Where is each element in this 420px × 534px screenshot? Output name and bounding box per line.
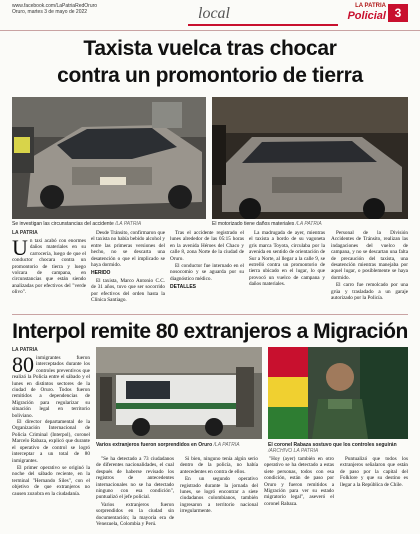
caption-text: El coronel Rabaza sostuvo que los controles seguirán <box>268 442 397 448</box>
story2-column-3 <box>180 456 258 532</box>
website-link[interactable]: www.facebook.com/LaPatriaRedOruro <box>12 3 98 9</box>
paragraph: El taxista, Marco Antonio C.C. de 31 años, tuvo que ser socorrido por efectivos del orden hasta la Clínica Santiago. <box>91 277 165 304</box>
caption-text: Varios extranjeros fueron sorprendidos en Oruro <box>96 442 213 448</box>
story1-column-2 <box>91 230 165 312</box>
newspaper-logo <box>336 3 386 22</box>
paragraph: Puntualizó que todos los extranjeros señalaron que están de paso por la capital del Folklore y que su destino es llegar a la República de Chile. <box>340 456 408 488</box>
caption-text: El motorizado tiene daños materiales <box>212 221 295 227</box>
story1-headline-line2: contra un promontorio de tierra <box>57 64 363 87</box>
story2-source: LA PATRIA <box>12 347 38 353</box>
caption-credit: /LA PATRIA <box>115 221 142 227</box>
story2-photo-left <box>96 347 262 439</box>
paragraph: Varios extranjeros fueron sorprendidos en la ciudad sin documentación; la mayoría era de Venezuela, Colombia y Perú. <box>96 501 174 528</box>
caption-text: Se investigan las circunstancias del accidente <box>12 221 114 227</box>
header-rule <box>188 24 338 26</box>
paragraph: "Se ha detectado a 73 ciudadanos de diferentes nacionalidades, el cual después de haberse revisado los registros de antecedentes internacionales no se ha detectado ninguno con esa condición", puntualizó el jefe policial. <box>96 456 174 501</box>
story2-photo-right <box>268 347 408 439</box>
paragraph: El carro fue remolcado por una grúa y trasladado a un garaje autorizado por la Policía. <box>331 282 408 302</box>
story1-headline <box>20 35 400 89</box>
paragraph: El conductor fue internado en el nosocomio y se aguarda por su diagnóstico médico. <box>170 263 244 282</box>
issue-date: Oruro, martes 3 de mayo de 2022 <box>12 9 88 15</box>
story2-column-4 <box>264 456 334 532</box>
story1-headline-line1: Taxista vuelca tras chocar <box>83 37 337 60</box>
story1-caption-right <box>212 221 408 227</box>
damaged-vehicle-photo-icon <box>212 97 408 219</box>
story2-column-5 <box>340 456 408 532</box>
police-vehicle-photo-icon <box>96 347 262 439</box>
story2-caption-left <box>96 442 262 448</box>
column-text: inmigrantes fueron interceptados durante los controles preventivos que realizó la Policía entre el sábado y el lunes en distintos sectores de la ciudad de Oruro. Todos fueron remitidos a dependencias de Migración para regularizar su situación legal en territorio boliviano. <box>12 355 90 419</box>
dropcap: U <box>12 238 28 260</box>
page-header <box>0 0 420 31</box>
paragraph: "Hoy (ayer) también en otro operativo se ha detectado a estas siete personas, todos con esa condición, están de paso por Oruro y fueron remitidos a Migración para ver su estado migratorio legal", aseveró el coronel Rabaza. <box>264 456 334 507</box>
story1-column-5 <box>331 230 408 312</box>
story1-source: LA PATRIA <box>12 230 38 236</box>
story2-column-2 <box>96 456 174 532</box>
paragraph: La madrugada de ayer, mientras el taxista a bordo de su vagoneta gris marca Toyota, circulaba por la avenida en sentido de orientación de Sur a Norte, al llegar a la calle 9, se estrelló contra un promontorio de tierra ubicado en el lugar, lo que provocó un vuelco de campana y daños materiales. <box>249 230 325 288</box>
header-meta <box>12 3 97 15</box>
story2-caption-right <box>268 442 408 454</box>
story1-column-1 <box>12 238 86 312</box>
crashed-car-photo-icon <box>12 97 206 219</box>
story1-photo-left <box>12 97 206 219</box>
dropcap: 80 <box>12 355 34 377</box>
caption-credit: /LA PATRIA <box>295 221 322 227</box>
paragraph: En un segundo operativo registrado durante la jornada del lunes, se logró encontrar a siete ciudadanos colombianos, también ingresaron a territorio nacional irregularmente. <box>180 476 258 515</box>
paragraph: Desde Tránsito, confirmaron que el taxista no había bebido alcohol y entre las primeras versiones del hecho, no se descarta una desatención o que el implicado se haya dormido. <box>91 230 165 269</box>
police-colonel-photo-icon <box>268 347 408 439</box>
caption-credit: /ARCHIVO LA PATRIA <box>268 448 319 454</box>
logo-section: Policial <box>347 10 386 22</box>
story2-column-1 <box>12 355 90 530</box>
story2-headline: Interpol remite 80 extranjeros a Migración <box>12 320 408 343</box>
logo-top: LA PATRIA <box>355 3 386 9</box>
story1-column-3 <box>170 230 244 312</box>
story1-column-4 <box>249 230 325 312</box>
subhead: HERIDO <box>91 270 111 277</box>
paragraph: Personal de la División Accidentes de Tránsito, realizan las indagaciones del vuelco de campana, y no se descartan una falta de precaución del taxista, una desatención mientras manejaba por aquel lugar, o posiblemente se haya dormido. <box>331 230 408 281</box>
column-text: n taxi acabó con enormes daños materiales en su carrocería, luego de que el conductor chocara contra un promontorio de tierra y luego volcara de campana, en circunstancias que están siendo analizadas por efectivos del "verde olivo". <box>12 238 86 296</box>
story-divider <box>12 314 408 315</box>
subhead: DETALLES <box>170 284 197 291</box>
paragraph: El director departamental de la Organización Internacional de Policía Criminal (Interpol), coronel Marcelo Rabaza, explicó que durante el operativo de control se logró interceptar a un total de 80 inmigrantes. <box>12 419 90 464</box>
caption-credit: /LA PATRIA <box>213 442 240 448</box>
section-name: local <box>198 5 230 22</box>
paragraph: Tras el accidente registrado el lunes alrededor de las 05:15 horas en la avenida Héroes del Chaco y calle 8, zona Norte de la ciudad de Oruro. <box>170 230 244 262</box>
paragraph: El primer operativo se originó la noche del sábado reciente, en la terminal "Hernando Siles", con el objetivo de que extranjeros no causen zozobra en la ciudadanía. <box>12 464 90 497</box>
story1-caption-left <box>12 221 206 227</box>
story1-photo-right <box>212 97 408 219</box>
paragraph: Si bien, ninguno tenía algún serio dentro de la policía, no había antecedentes en contra de ellos. <box>180 456 258 475</box>
page-number: 3 <box>388 4 408 22</box>
